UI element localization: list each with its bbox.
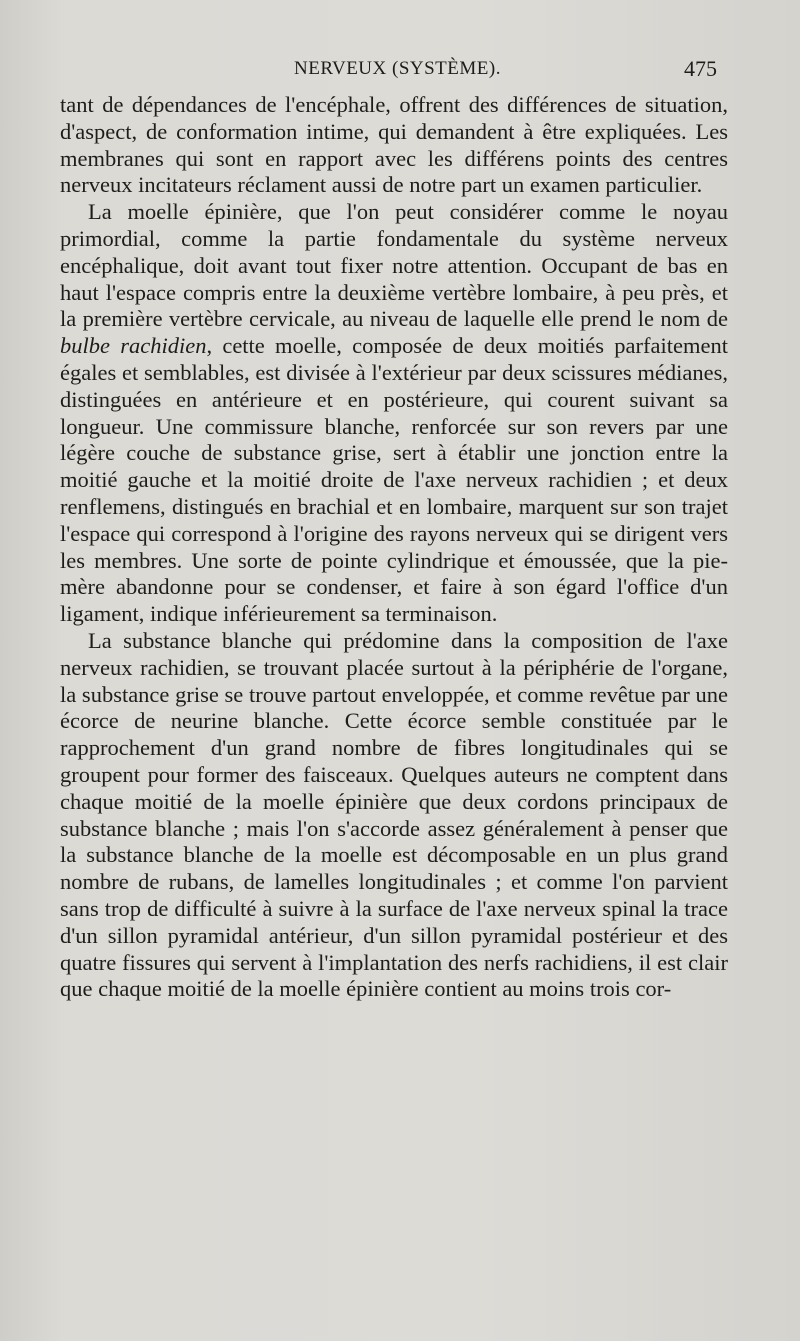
running-head [0, 58, 800, 88]
page-number: 475 [684, 56, 717, 81]
paragraph-2-text-b: , cette moelle, composée de deux moitiés parfaitement égales et semblables, est divisée à l'extérieur par deux scissures médianes, distinguées en antérieure et en postérieure, qui courent suivant sa longueur. Une commissure blanche, renforcée sur son revers par une légère couche de substance grise, sert à établir une jonction entre la moitié gauche et la moitié droite de l'axe nerveux rachidien ; et deux renflemens, distingués en brachial et en lombaire, marquent sur son trajet l'espace qui correspond à l'origine des rayons nerveux qui se dirigent vers les membres. Une sorte de pointe cylindrique et émoussée, que la pie-mère abandonne pour se condenser, et faire à son égard l'office d'un ligament, indique inférieurement sa terminaison. [60, 333, 728, 627]
paragraph-2 [60, 199, 728, 628]
paragraph-2-text-a: La moelle épinière, que l'on peut considérer comme le noyau primordial, comme la partie fondamentale du système nerveux encéphalique, doit avant tout fixer notre attention. Occupant de bas en haut l'espace compris entre la deuxième vertèbre lombaire, à peu près, et la première vertèbre cervicale, au niveau de laquelle elle prend le nom de [60, 199, 728, 332]
body-text [60, 92, 728, 1003]
paragraph-1: tant de dépendances de l'encéphale, offrent des différences de situation, d'aspect, de conformation intime, qui demandent à être expliquées. Les membranes qui sont en rapport avec les différens points des centres nerveux incitateurs réclament aussi de notre part un examen particulier. [60, 92, 728, 198]
running-title: NERVEUX (SYSTÈME). [294, 58, 501, 79]
italic-term: bulbe rachidien [60, 333, 207, 359]
paragraph-3: La substance blanche qui prédomine dans la composition de l'axe nerveux rachidien, se trouvant placée surtout à la périphérie de l'organe, la substance grise se trouve partout enveloppée, et comme revêtue par une écorce de neurine blanche. Cette écorce semble constituée par le rapprochement d'un grand nombre de fibres longitudinales qui se groupent pour former des faisceaux. Quelques auteurs ne comptent dans chaque moitié de la moelle épinière que deux cordons principaux de substance blanche ; mais l'on s'accorde assez généralement à penser que la substance blanche de la moelle est décomposable en un plus grand nombre de rubans, de lamelles longitudinales ; et comme l'on parvient sans trop de difficulté à suivre à la surface de l'axe nerveux spinal la trace d'un sillon pyramidal antérieur, d'un sillon pyramidal postérieur et des quatre fissures qui servent à l'implantation des nerfs rachidiens, il est clair que chaque moitié de la moelle épinière contient au moins trois cor- [60, 627, 728, 1002]
